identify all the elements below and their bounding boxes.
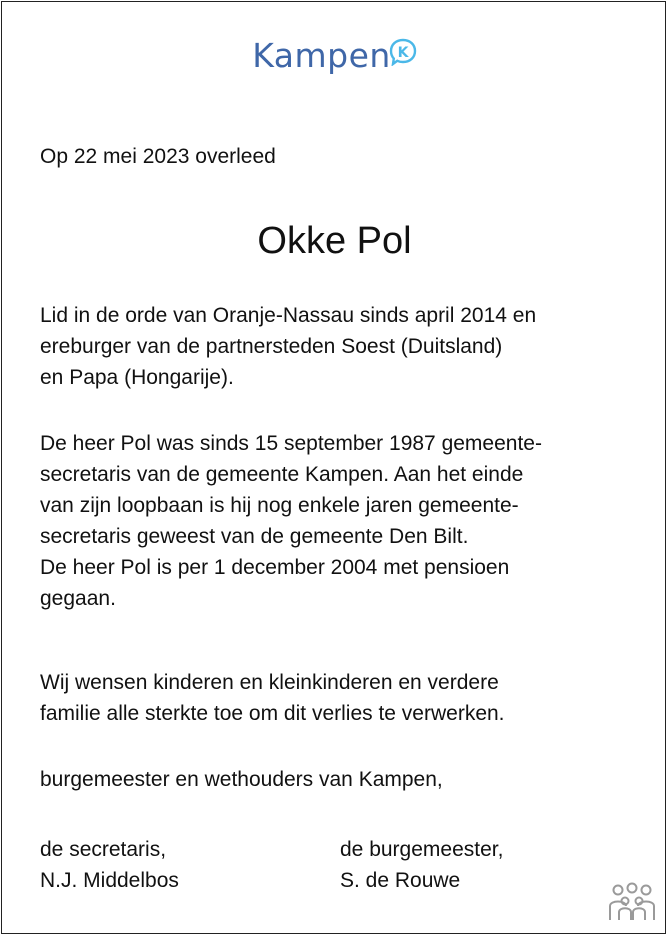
mayor-name: S. de Rouwe (340, 869, 461, 892)
secretary-name: N.J. Middelbos (40, 869, 179, 892)
secretary-role: de secretaris, (40, 838, 167, 861)
paragraph-career: De heer Pol was sinds 15 september 1987 gemeente- secretaris van de gemeente Kampen. Aan het einde van zijn loopbaan is hij nog enkele jaren gemeente- secretaris geweest van de gemeente Den Bilt. De heer Pol is per 1 december 2004 met pensioen gegaan. (40, 432, 542, 610)
k-badge-icon (389, 38, 417, 66)
signature-secretary (40, 834, 179, 896)
intro-line: Op 22 mei 2023 overleed (40, 145, 276, 168)
paragraph-signatories: burgemeester en wethouders van Kampen, (40, 768, 443, 791)
deceased-name: Okke Pol (257, 220, 412, 262)
mayor-role: de burgemeester, (340, 838, 504, 861)
paragraph-condolence: Wij wensen kinderen en kleinkinderen en verdere familie alle sterkte toe om dit verlies te verwerken. (40, 671, 505, 725)
kampen-logo (0, 36, 669, 96)
signature-mayor (340, 834, 503, 896)
paragraph-honors: Lid in de orde van Oranje-Nassau sinds april 2014 en ereburger van de partnersteden Soest (Duitsland) en Papa (Hongarije). (40, 304, 537, 389)
logo-wordmark: Kampen (252, 36, 391, 75)
badge-letter: K (397, 45, 409, 61)
family-people-icon (606, 882, 658, 922)
